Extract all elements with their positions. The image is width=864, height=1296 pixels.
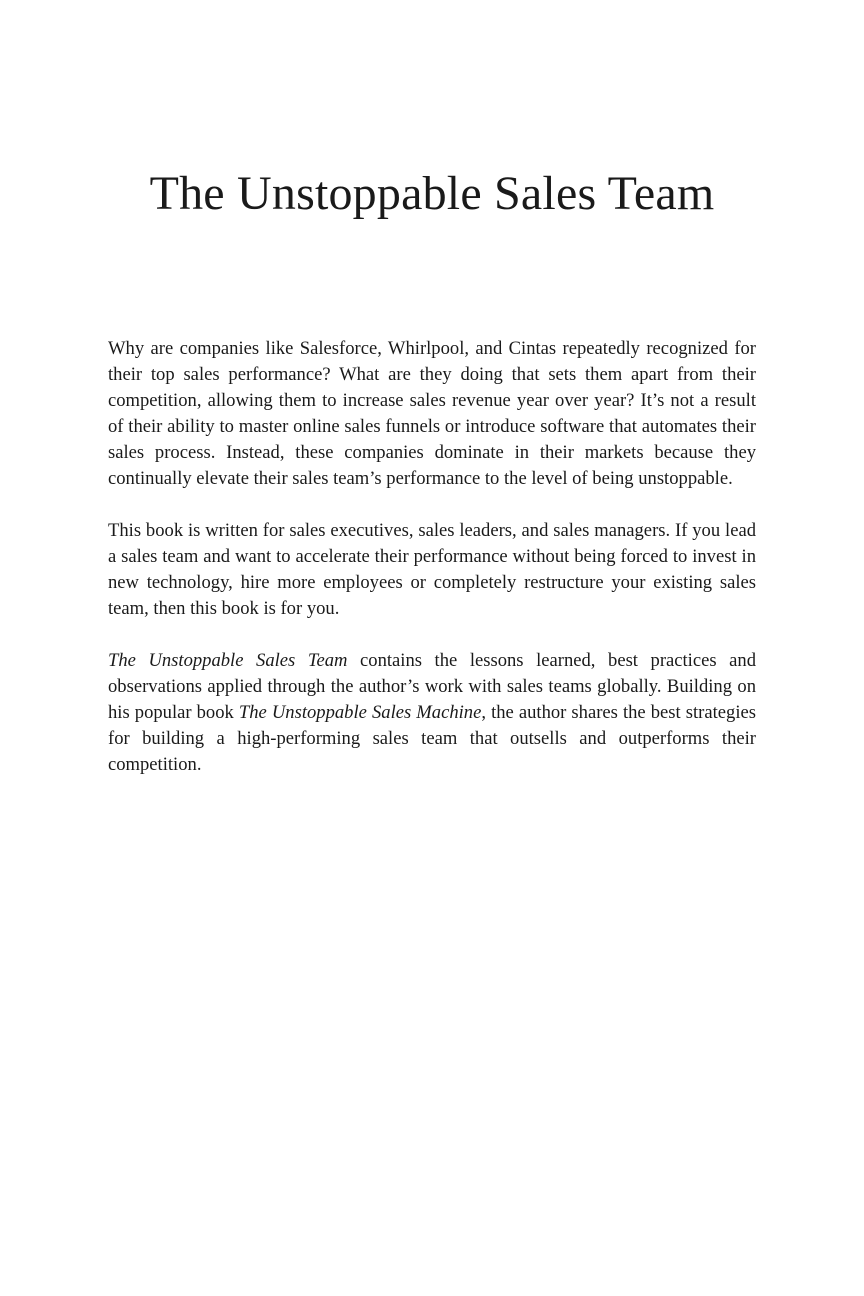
paragraph-1: Why are companies like Salesforce, Whirlpool, and Cintas repeatedly recognized for their top sales performance? What are they doing that sets them apart from their competition, allowing them to increase sales revenue year over year? It’s not a result of their ability to master online sales funnels or introduce software that automates their sales process. Instead, these companies dominate in their markets because they continually elevate their sales team’s performance to the level of being unstoppable. [108,338,756,489]
paragraph-2: This book is written for sales executives, sales leaders, and sales managers. If you lead a sales team and want to accelerate their performance without being forced to invest in new technology, hire more employees or completely restructure your existing sales team, then this book is for you. [108,520,756,619]
paragraph-3-text-2: , the author shares the best strategies for building a high-performing sales team that outsells and outperforms their competition. [108,702,756,775]
page-title: The Unstoppable Sales Team [149,167,715,220]
paragraph-3 [108,648,756,778]
paragraph-3-text-1: contains the lessons learned, best practices and observations applied through the author’s work with sales teams globally. Building on his popular book [108,650,756,723]
description-body [108,336,756,778]
previous-book-title-italic: The Unstoppable Sales Machine [238,702,482,723]
book-title-italic: The Unstoppable Sales Team [108,650,348,671]
